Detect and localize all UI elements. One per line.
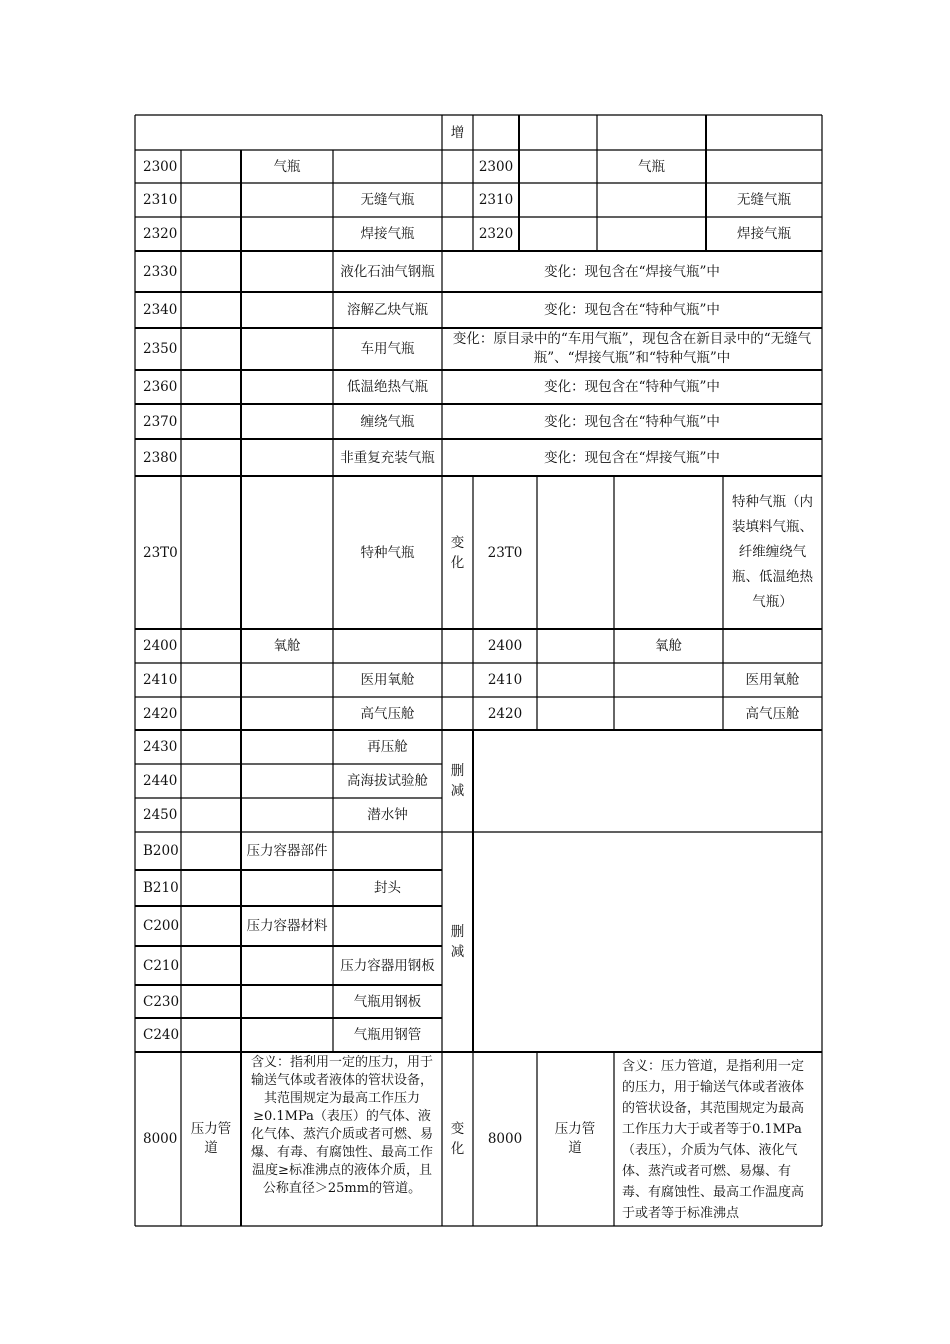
- new-code: 2300: [478, 158, 514, 175]
- old-subcategory: 再压舱: [367, 739, 408, 755]
- old-code: 8000: [143, 1131, 178, 1147]
- old-code: 2310: [143, 192, 178, 208]
- old-code: 2450: [143, 807, 178, 823]
- new-category: 压力管道: [554, 1121, 596, 1156]
- change-note: 变化：现包含在“特种气瓶”中: [544, 302, 720, 318]
- old-code: B210: [143, 880, 179, 896]
- old-code: C200: [143, 918, 180, 934]
- new-code: 23T0: [487, 544, 523, 561]
- old-code: C230: [143, 993, 180, 1010]
- old-subcategory: 非重复充装气瓶: [340, 449, 435, 466]
- old-code: B200: [143, 843, 179, 859]
- old-code: 2410: [143, 672, 178, 688]
- old-code: 2350: [143, 341, 178, 357]
- change-note: 变化：现包含在“特种气瓶”中: [544, 413, 720, 430]
- new-definition: 含义：压力管道，是指利用一定的压力，用于输送气体或者液体的管状设备，其范围规定为最高工作压力大于或者等于0.1MPa（表压），介质为气体、液化气体、蒸汽或者可燃、易爆、有毒、有腐蚀性、最高工作温度高于或者等于标准沸点: [622, 1059, 805, 1221]
- old-subcategory: 低温绝热气瓶: [347, 379, 428, 395]
- old-code: 23T0: [143, 544, 178, 561]
- new-subcategory: 特种气瓶（内装填料气瓶、纤维缠绕气瓶、低温绝热气瓶）: [732, 494, 813, 610]
- new-code: 2310: [478, 192, 514, 208]
- status-label: 变化: [450, 534, 465, 571]
- new-code: 8000: [487, 1131, 523, 1147]
- new-category: 氧舱: [655, 638, 682, 654]
- old-subcategory: 焊接气瓶: [360, 226, 415, 242]
- old-subcategory: 高气压舱: [360, 705, 415, 722]
- new-category: 气瓶: [638, 158, 665, 175]
- old-definition: 含义：指利用一定的压力，用于输送气体或者液体的管状设备，其范围规定为最高工作压力≥0.1MPa（表压）的气体、液化气体、蒸汽介质或者可燃、易爆、有毒、有腐蚀性、最高工作温度≥标准沸点的液体介质，且公称直径＞25mm的管道。: [250, 1055, 433, 1196]
- old-code: 2300: [143, 158, 178, 175]
- new-subcategory: 高气压舱: [745, 705, 800, 722]
- change-note: 变化：现包含在“特种气瓶”中: [544, 379, 720, 395]
- change-note: 变化：现包含在“焊接气瓶”中: [544, 449, 720, 466]
- new-subcategory: 焊接气瓶: [737, 226, 791, 242]
- old-code: 2420: [143, 705, 178, 722]
- old-subcategory: 封头: [374, 880, 401, 896]
- old-code: C210: [143, 957, 180, 974]
- new-code: 2400: [487, 638, 523, 654]
- new-code: 2410: [487, 672, 523, 688]
- new-subcategory: 医用氧舱: [745, 672, 800, 688]
- old-code: 2370: [143, 413, 178, 430]
- old-subcategory: 缠绕气瓶: [360, 413, 415, 430]
- new-code: 2320: [478, 226, 514, 242]
- old-subcategory: 气瓶用钢管: [353, 1027, 422, 1043]
- old-code: 2440: [143, 773, 178, 789]
- old-subcategory: 车用气瓶: [360, 341, 415, 357]
- old-subcategory: 高海拔试验舱: [347, 773, 428, 789]
- old-subcategory: 医用氧舱: [360, 672, 415, 688]
- old-subcategory: 潜水钟: [367, 807, 408, 823]
- old-code: 2380: [143, 449, 178, 466]
- deleted-label: 删减: [450, 763, 465, 799]
- old-subcategory: 溶解乙炔气瓶: [347, 302, 428, 318]
- old-code: 2320: [143, 226, 178, 242]
- deleted-label: 删减: [450, 924, 465, 960]
- status-label: 变化: [450, 1121, 465, 1157]
- old-subcategory: 压力容器用钢板: [340, 957, 435, 974]
- new-subcategory: 无缝气瓶: [737, 192, 791, 208]
- old-code: 2400: [143, 638, 178, 654]
- old-code: 2430: [143, 739, 178, 755]
- change-note: 变化：原目录中的“车用气瓶”，现包含在新目录中的“无缝气瓶”、“焊接气瓶”和“特种气瓶”中: [452, 331, 812, 366]
- old-category: 氧舱: [273, 638, 301, 654]
- header-add-label: 增: [450, 124, 465, 141]
- new-code: 2420: [487, 705, 523, 722]
- old-code: 2330: [143, 263, 178, 280]
- old-category: 压力容器材料: [246, 918, 328, 934]
- old-code: C240: [143, 1027, 180, 1043]
- old-category: 气瓶: [273, 158, 301, 175]
- old-subcategory: 液化石油气钢瓶: [340, 263, 435, 280]
- old-category: 压力管道: [190, 1121, 232, 1156]
- old-category: 压力容器部件: [246, 843, 328, 859]
- change-note: 变化：现包含在“焊接气瓶”中: [544, 263, 720, 280]
- old-code: 2340: [143, 302, 178, 318]
- old-code: 2360: [143, 379, 178, 395]
- old-subcategory: 气瓶用钢板: [353, 993, 422, 1010]
- old-subcategory: 无缝气瓶: [360, 192, 415, 208]
- old-subcategory: 特种气瓶: [360, 544, 415, 561]
